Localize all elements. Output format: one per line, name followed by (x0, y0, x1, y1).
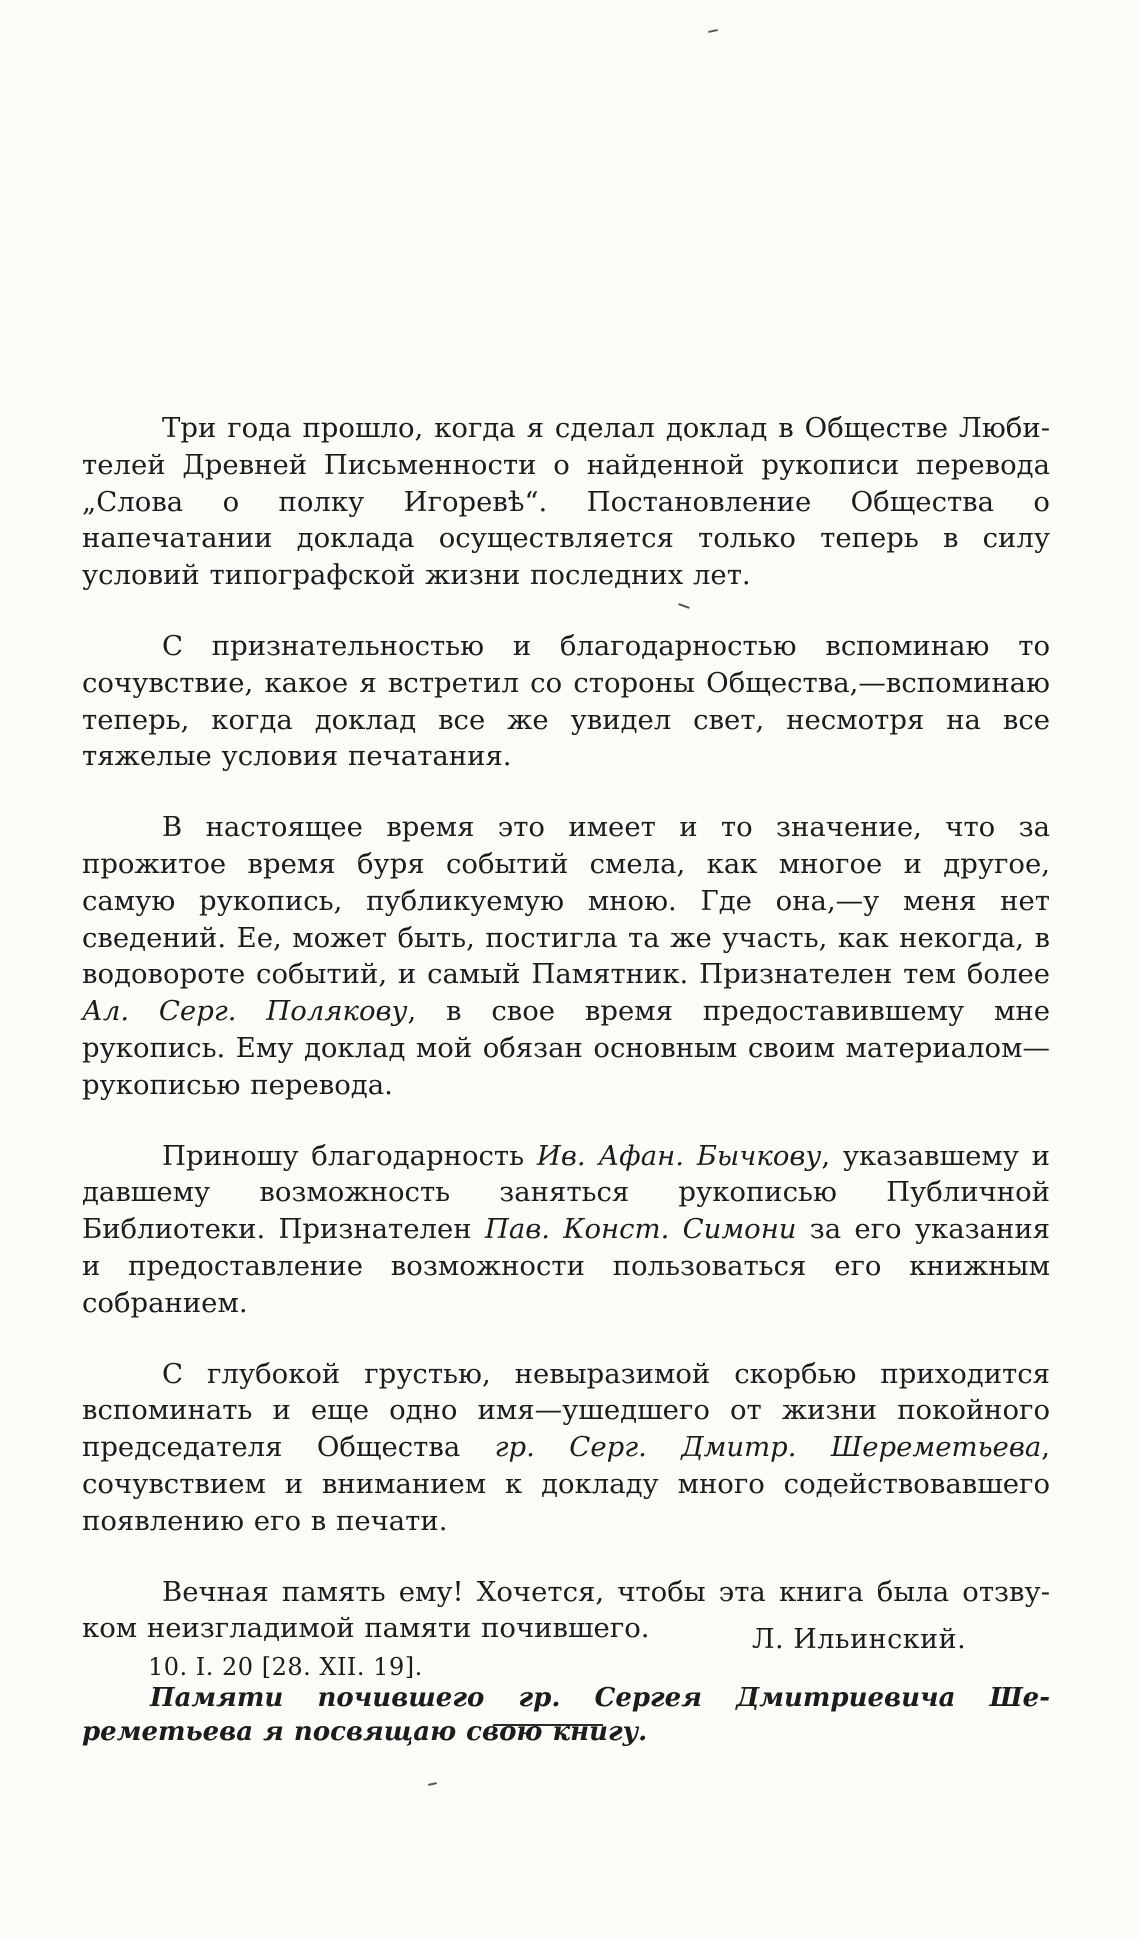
author-signature: Л. Ильинский. (752, 1624, 967, 1655)
paragraph (82, 809, 1050, 1103)
italic-name: Пав. Конст. Симони (484, 1213, 797, 1246)
paragraph (82, 1356, 1050, 1540)
text-run: С признательностью и благодарностью вспоминаю то сочувствие, какое я встретил со стороны Общества,—вспоминаю теперь, когда доклад все же увидел свет, несмотря на все тяжелые условия печатания. (82, 629, 1050, 773)
date-line: 10. I. 20 [28. XII. 19]. (148, 1653, 423, 1681)
italic-name: Ив. Афан. Бычкову (536, 1139, 822, 1172)
scan-speck (428, 1782, 437, 1786)
italic-name: Ал. Серг. Полякову (82, 995, 408, 1028)
preface-text (82, 410, 1050, 1749)
paragraph (82, 410, 1050, 594)
paragraph-list (82, 410, 1050, 1647)
text-run: за его указания и предоставление возможности пользоваться его книжным собранием. (82, 1213, 1050, 1319)
text-run: , указавшему и давшему возможность заняться рукописью Публичной Библиотеки. Признателен (82, 1139, 1050, 1246)
text-run: Приношу благодарность (162, 1139, 537, 1172)
dedication: Памяти почившего гр. Сергея Дмитриевича Шереметьева я посвящаю свою книгу. (82, 1683, 1050, 1748)
text-run: Вечная память ему! Хочется, чтобы эта книга была отзвуком неизгладимой памяти почившего. (82, 1575, 1050, 1645)
paragraph (82, 1138, 1050, 1322)
text-run: Три года прошло, когда я сделал доклад в Обществе Любителей Древней Письменности о найденной рукописи перевода „Слова о полку Игоревѣ“. Постановление Общества о напечатании доклада осуществляется только теперь в силу условий типографской жизни последних лет. (82, 412, 1050, 592)
text-run: , в свое время предоставившему мне рукопись. Ему доклад мой обязан основным своим материалом—рукописью перевода. (82, 995, 1050, 1101)
text-run: , сочувствием и вниманием к докладу много содействовавшего появлению его в печати. (82, 1431, 1050, 1537)
end-rule (493, 1724, 603, 1726)
text-run: В настоящее время это имеет и то значение, что за прожитое время буря событий смела, как многое и другое, самую рукопись, публикуемую мною. Где она,—у меня нет сведений. Ее, может быть, постигла та же участь, как некогда, в водовороте событий, и самый Памятник. Признателен тем более (82, 811, 1050, 991)
italic-name: гр. Серг. Дмитр. Шереметьева (494, 1431, 1042, 1464)
paragraph (82, 628, 1050, 775)
text-run: С глубокой грустью, невыразимой скорбью приходится вспоминать и еще одно имя—ушедшего от жизни покойного председателя Общества (82, 1357, 1050, 1464)
scan-speck (708, 29, 718, 33)
